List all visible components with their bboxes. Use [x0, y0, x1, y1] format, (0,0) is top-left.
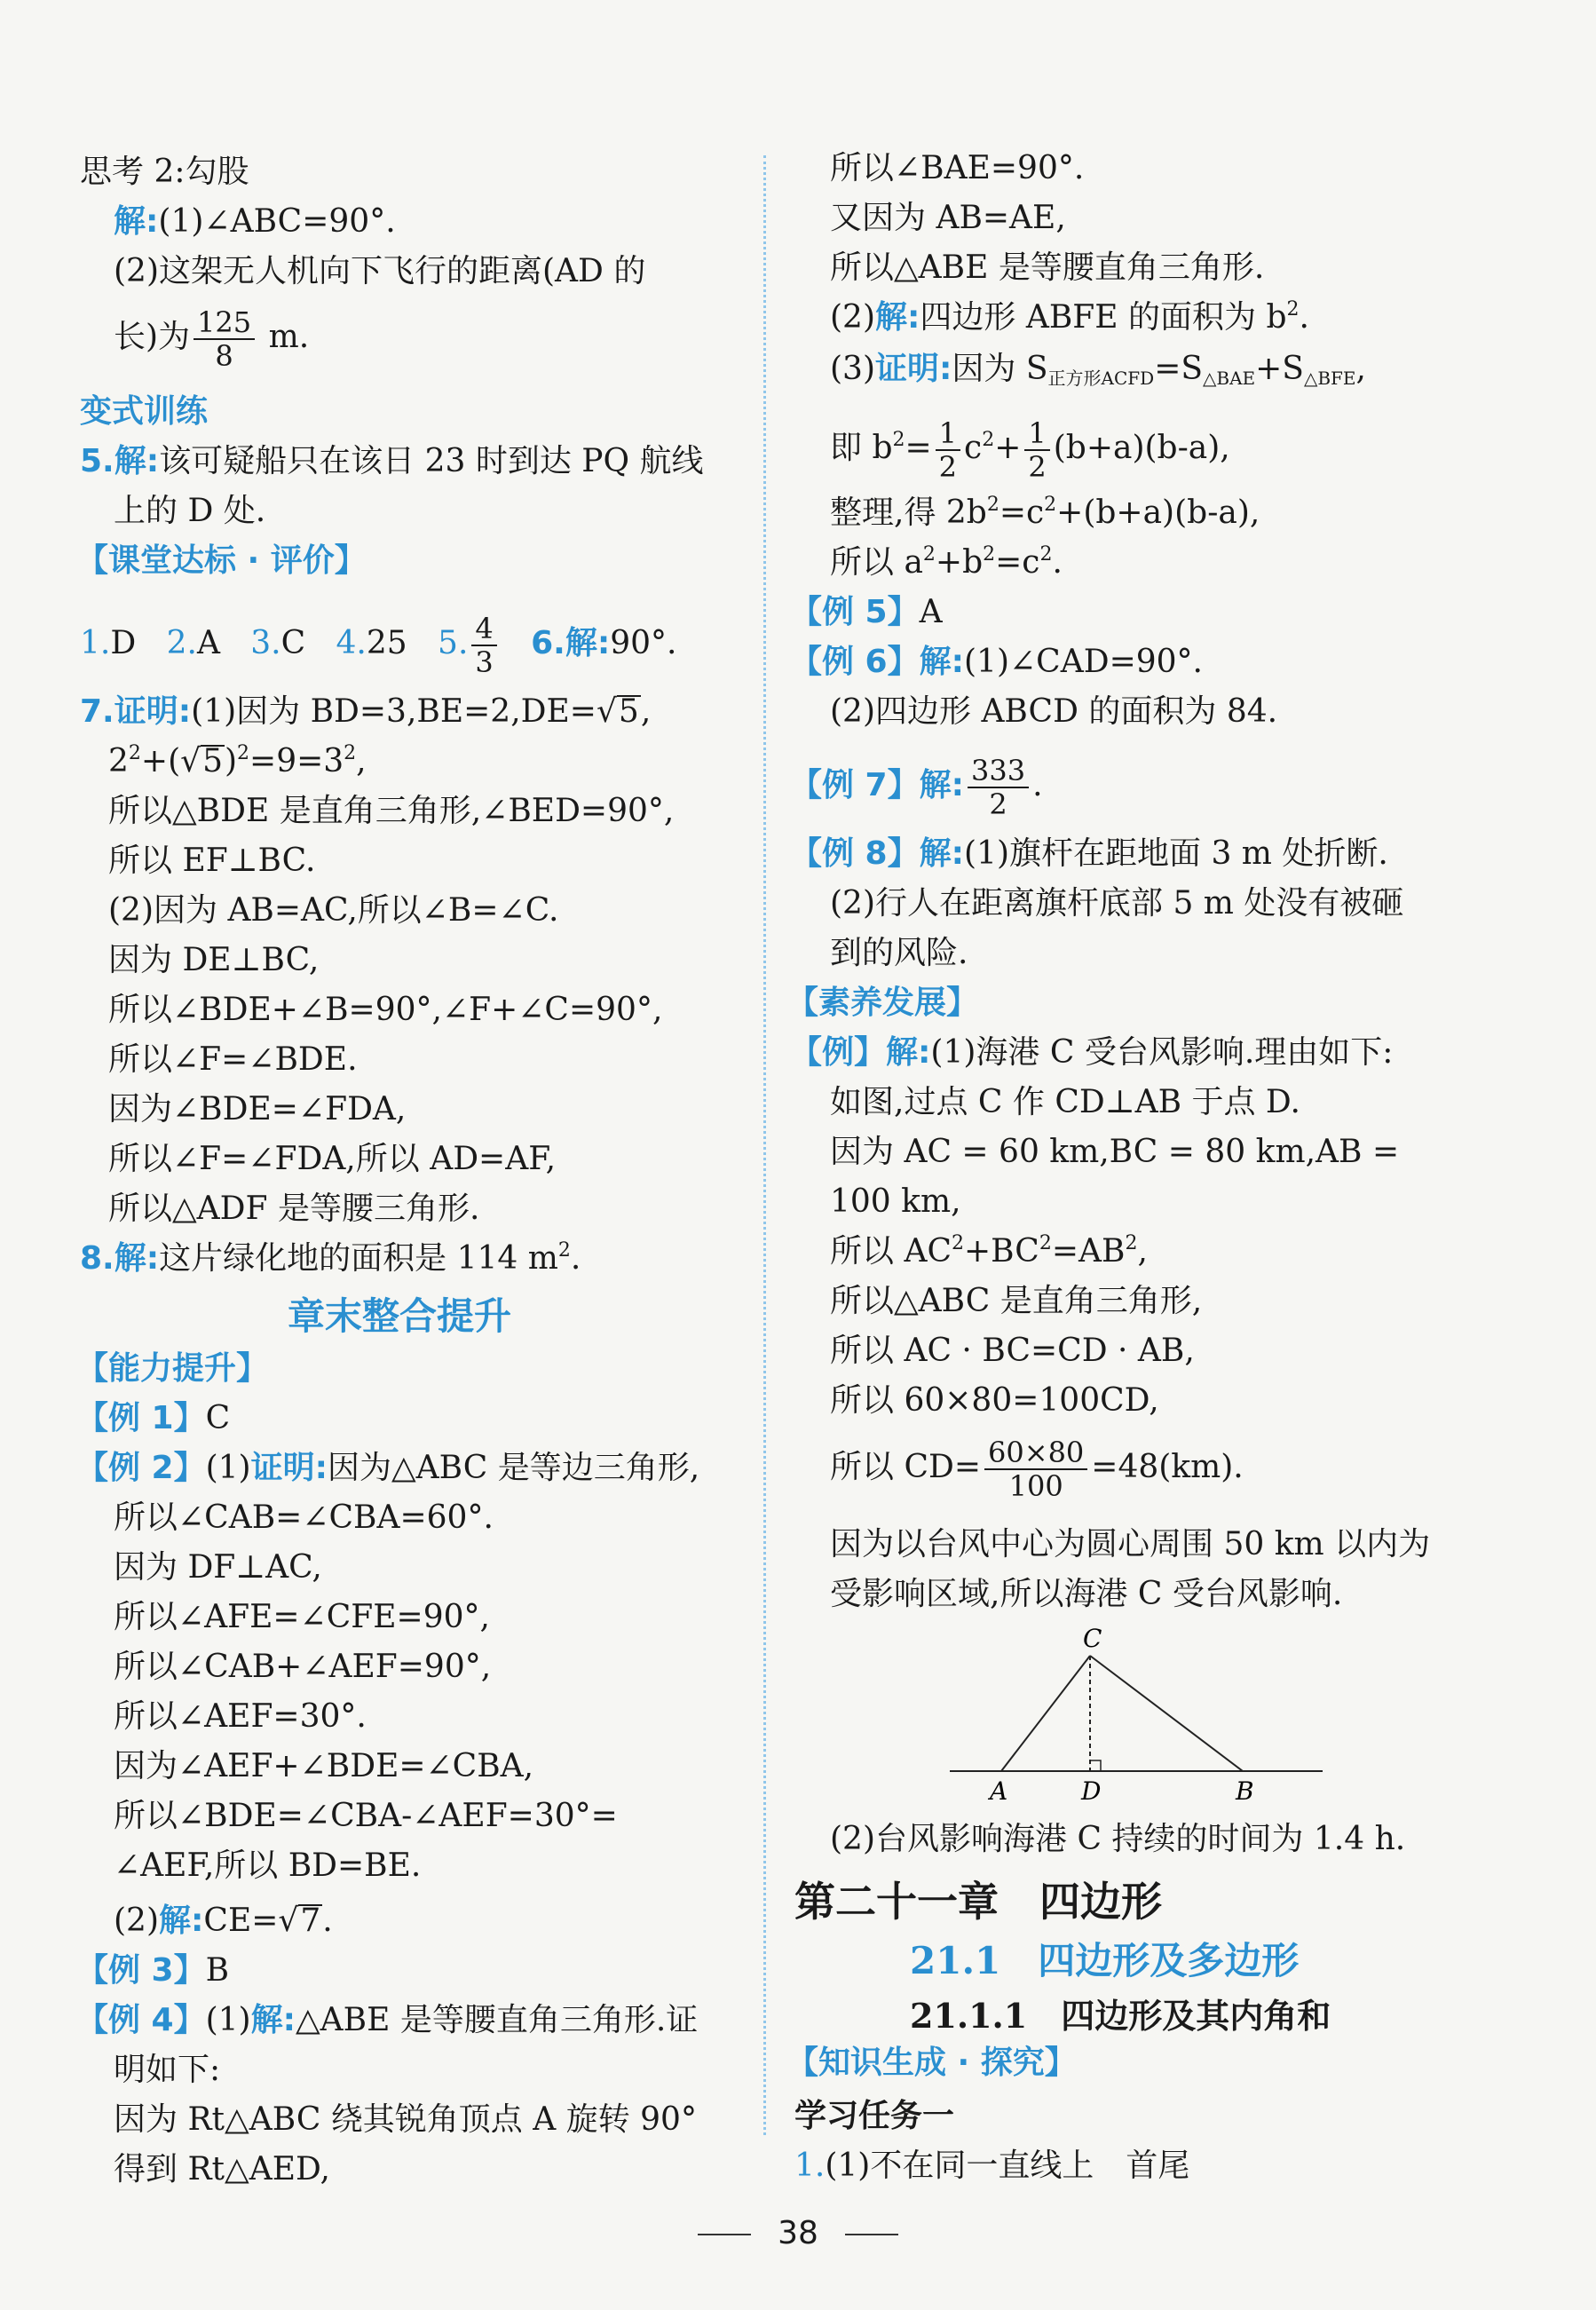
- r-line: 即 $b^2=$ $\frac{1}{2}$ $c^2+$ $\frac{1}{2}$ (b+a)(b-a),: [830, 416, 1230, 484]
- e-line: 所以 AC · BC=CD · AB,: [830, 1333, 1195, 1369]
- example-3: 【例 3】B: [76, 1952, 230, 1989]
- example-4: 【例 4】(1)解:△ABE 是等腰直角三角形.证: [76, 2002, 699, 2038]
- class-assessment-heading: 【课堂达标 · 评价】: [76, 542, 367, 579]
- label-B: B: [1236, 1776, 1254, 1806]
- page-number: 38: [0, 2215, 1596, 2251]
- e-line: 所以 CD= $\frac{60\times 80}{100}$ =48(km).: [830, 1436, 1244, 1503]
- label-C: C: [1083, 1625, 1102, 1653]
- subsection-title: 21.1.1 四边形及其内角和: [910, 1996, 1331, 2036]
- ex4-line: 得到 Rt△AED,: [114, 2151, 331, 2187]
- example-5: 【例 5】A: [790, 594, 943, 630]
- label-A: A: [990, 1776, 1008, 1806]
- ex8-line: (2)行人在距离旗杆底部 5 m 处没有被砸: [830, 885, 1404, 922]
- column-divider: [763, 155, 766, 2135]
- ability-heading: 【能力提升】: [76, 1350, 269, 1387]
- q7-line: (2)因为 AB=AC,所以∠B=∠C.: [108, 892, 559, 929]
- variant-training-heading: 变式训练: [80, 393, 209, 430]
- answers-row: 1.D 2.A 3.C 4.25 5. $\frac{4}{3}$ 6.解:90°.: [80, 612, 677, 679]
- q7-line: 所以∠BDE+∠B=90°,∠F+∠C=90°,: [108, 992, 663, 1028]
- r-line: (3)证明:因为 $S_{正方形ACFD}=S_{\triangle BAE}+S_{\triangle BFE}$,: [830, 351, 1366, 389]
- r-line: 又因为 AB=AE,: [830, 200, 1066, 236]
- e-line: 所以 $AC^2+BC^2=AB^2$,: [830, 1232, 1148, 1270]
- example-literacy: 【例】解:(1)海港 C 受台风影响.理由如下:: [790, 1034, 1394, 1071]
- q5: 5.解:该可疑船只在该日 23 时到达 PQ 航线: [80, 443, 704, 479]
- ex2-line: 所以∠CAB+∠AEF=90°,: [114, 1649, 492, 1685]
- example-7: 【例 7】解: $\frac{333}{2}$ .: [790, 754, 1043, 821]
- r-line: (2)解:四边形 ABFE 的面积为 $b^2$.: [830, 298, 1309, 336]
- e-line: (2)台风影响海港 C 持续的时间为 1.4 h.: [830, 1821, 1406, 1857]
- e-line: 100 km,: [830, 1183, 961, 1220]
- q7-line: $2^2+(√5)^2=9=3^2$,: [108, 742, 367, 779]
- section-title: 21.1 四边形及多边形: [910, 1939, 1300, 1982]
- ex2-part2: (2)解:CE=√7.: [114, 1903, 333, 1939]
- answer-line: 长)为 $\frac{125}{8}$ m.: [114, 305, 310, 373]
- q7-line: 所以∠F=∠FDA,所以 AD=AF,: [108, 1141, 557, 1177]
- r-line: 所以∠BAE=90°.: [830, 150, 1085, 186]
- ex2-line: 因为∠AEF+∠BDE=∠CBA,: [114, 1748, 534, 1784]
- chapter-review-title: 章末整合提升: [287, 1294, 511, 1338]
- q8: 8.解:这片绿化地的面积是 114 $m^2$.: [80, 1239, 581, 1277]
- ex2-line: 所以∠CAB=∠CBA=60°.: [114, 1499, 494, 1536]
- r-line: 所以 $a^2+b^2=c^2$.: [830, 543, 1063, 581]
- example-6: 【例 6】解:(1)∠CAD=90°.: [790, 644, 1203, 680]
- e-line: 如图,过点 C 作 CD⊥AB 于点 D.: [830, 1084, 1300, 1120]
- ex4-line: 因为 Rt△ABC 绕其锐角顶点 A 旋转 90°: [114, 2101, 697, 2138]
- example-8: 【例 8】解:(1)旗杆在距地面 3 m 处折断.: [790, 835, 1388, 872]
- ex2-line: 所以∠AFE=∠CFE=90°,: [114, 1599, 490, 1635]
- side-AC: [1001, 1656, 1090, 1771]
- e-line: 所以 60×80=100CD,: [830, 1382, 1159, 1419]
- e-line: 所以△ABC 是直角三角形,: [830, 1283, 1203, 1319]
- q7-line: 所以△ADF 是等腰三角形.: [108, 1191, 480, 1227]
- ex4-line: 明如下:: [114, 2052, 221, 2088]
- right-angle-mark: [1090, 1760, 1101, 1771]
- ex8-line: 到的风险.: [830, 935, 968, 971]
- ex2-line: 所以∠BDE=∠CBA-∠AEF=30°=: [114, 1798, 618, 1834]
- q7-line: 所以 EF⊥BC.: [108, 843, 316, 879]
- ex2-line: ∠AEF,所以 BD=BE.: [114, 1847, 422, 1884]
- task-item-1: 1.(1)不在同一直线上 首尾: [794, 2148, 1190, 2184]
- ex2-line: 因为 DF⊥AC,: [114, 1549, 322, 1586]
- answer-line: (2)这架无人机向下飞行的距离(AD 的: [114, 253, 646, 289]
- triangle-figure: [941, 1625, 1331, 1816]
- knowledge-heading: 【知识生成 · 探究】: [786, 2045, 1077, 2081]
- label-D: D: [1081, 1776, 1102, 1806]
- q7-line: 因为 DE⊥BC,: [108, 942, 320, 978]
- e-line: 受影响区域,所以海港 C 受台风影响.: [830, 1576, 1343, 1612]
- task-heading: 学习任务一: [794, 2098, 955, 2134]
- example-1: 【例 1】C: [76, 1400, 231, 1436]
- q7-line: 因为∠BDE=∠FDA,: [108, 1091, 407, 1127]
- e-line: 因为 AC = 60 km,BC = 80 km,AB =: [830, 1134, 1400, 1170]
- answer-line: 解:(1)∠ABC=90°.: [114, 203, 396, 240]
- r-line: 整理,得 $2b^2=c^2+(b+a)(b-a)$,: [830, 494, 1260, 531]
- ex2-line: 所以∠AEF=30°.: [114, 1698, 367, 1735]
- q7-line: 所以∠F=∠BDE.: [108, 1041, 358, 1078]
- e-line: 因为以台风中心为圆心周围 50 km 以内为: [830, 1526, 1431, 1562]
- ex6-line: (2)四边形 ABCD 的面积为 84.: [830, 693, 1278, 730]
- side-BC: [1090, 1656, 1243, 1771]
- r-line: 所以△ABE 是等腰直角三角形.: [830, 249, 1265, 286]
- q5-cont: 上的 D 处.: [114, 493, 266, 529]
- example-2: 【例 2】(1)证明:因为△ABC 是等边三角形,: [76, 1450, 700, 1486]
- literacy-heading: 【素养发展】: [786, 985, 979, 1021]
- chapter-title: 第二十一章 四边形: [794, 1878, 1162, 1926]
- q7: 7.证明:(1)因为 BD=3,BE=2,DE=√5,: [80, 693, 652, 730]
- q7-line: 所以△BDE 是直角三角形,∠BED=90°,: [108, 793, 675, 829]
- think-2: 思考 2:勾股: [80, 154, 249, 190]
